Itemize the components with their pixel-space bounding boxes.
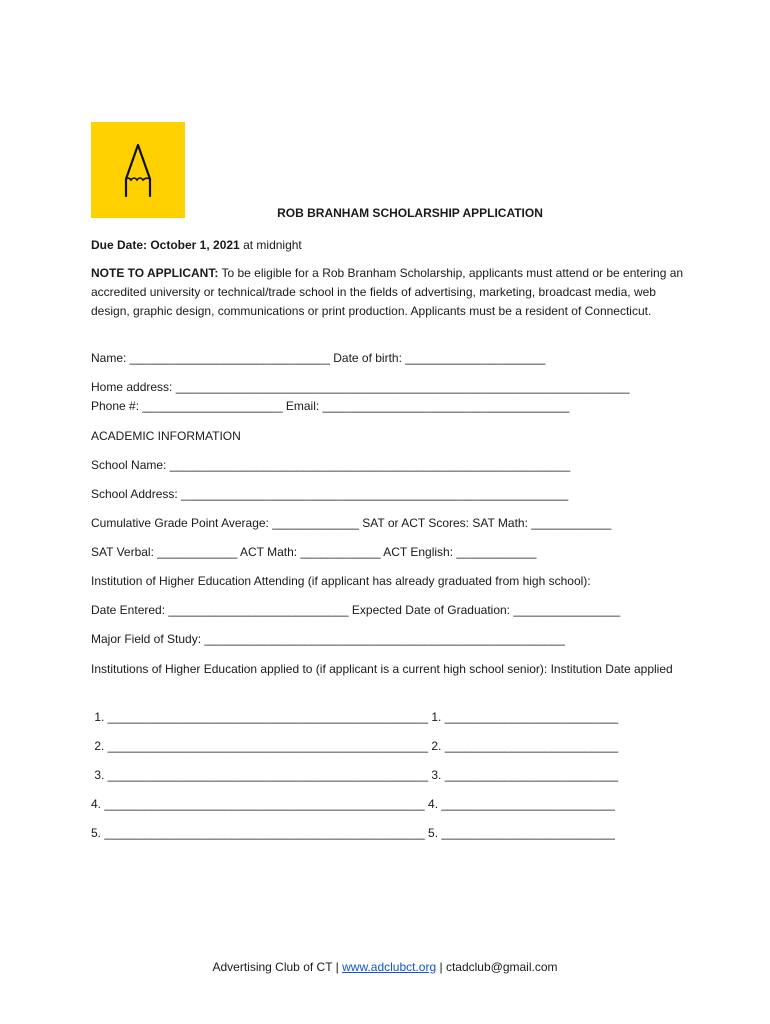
institution-row: 4. ________________________________________________ 4. __________________________ [91,797,615,811]
note-label: NOTE TO APPLICANT: [91,266,219,280]
institution-attending: Institution of Higher Education Attending (if applicant has already graduated from high school): [91,574,591,588]
website-link[interactable]: www.adclubct.org [342,960,437,974]
academic-heading: ACADEMIC INFORMATION [91,429,241,443]
sat-act-field: SAT Verbal: ____________ ACT Math: ____________ ACT English: ____________ [91,545,537,559]
due-date [91,237,302,253]
pencil-tip-icon [91,122,185,218]
institution-row: 5. ________________________________________________ 5. __________________________ [91,826,615,840]
institution-row: 3. ________________________________________________ 3. __________________________ [91,768,619,782]
footer-email: | ctadclub@gmail.com [436,960,558,974]
institution-row: 2. ________________________________________________ 2. __________________________ [91,739,619,753]
school-name-field: School Name: ____________________________________________________________ [91,458,571,472]
gpa-sat-field: Cumulative Grade Point Average: _____________ SAT or ACT Scores: SAT Math: ____________ [91,516,612,530]
note-text: To be eligible for a Rob Branham Scholarship, applicants must attend or be entering an accredited university or technical/trade school in the fields of advertising, marketing, broadcast media, web design, graphic design, communications or print production. Applicants must be a resident of Connecticut. [91,266,684,318]
footer [0,960,770,974]
name-dob-field: Name: ______________________________ Date of birth: _____________________ [91,351,546,365]
major-field: Major Field of Study: ______________________________________________________ [91,632,565,646]
phone-email-field: Phone #: _____________________ Email: _____________________________________ [91,399,570,413]
institutions-applied: Institutions of Higher Education applied to (if applicant is a current high school senior): Institution Date applied [91,662,673,676]
footer-org: Advertising Club of CT | [212,960,343,974]
due-date-label: Due Date: October 1, 2021 [91,238,240,252]
dates-field: Date Entered: ___________________________ Expected Date of Graduation: ________________ [91,603,621,617]
institution-row: 1. ________________________________________________ 1. __________________________ [91,710,619,724]
page-title: ROB BRANHAM SCHOLARSHIP APPLICATION [277,206,543,220]
school-address-field: School Address: __________________________________________________________ [91,487,569,501]
club-logo [91,122,185,218]
home-address-field: Home address: ____________________________________________________________________ [91,380,630,394]
applicant-note [91,264,691,321]
due-date-time: at midnight [239,238,302,252]
